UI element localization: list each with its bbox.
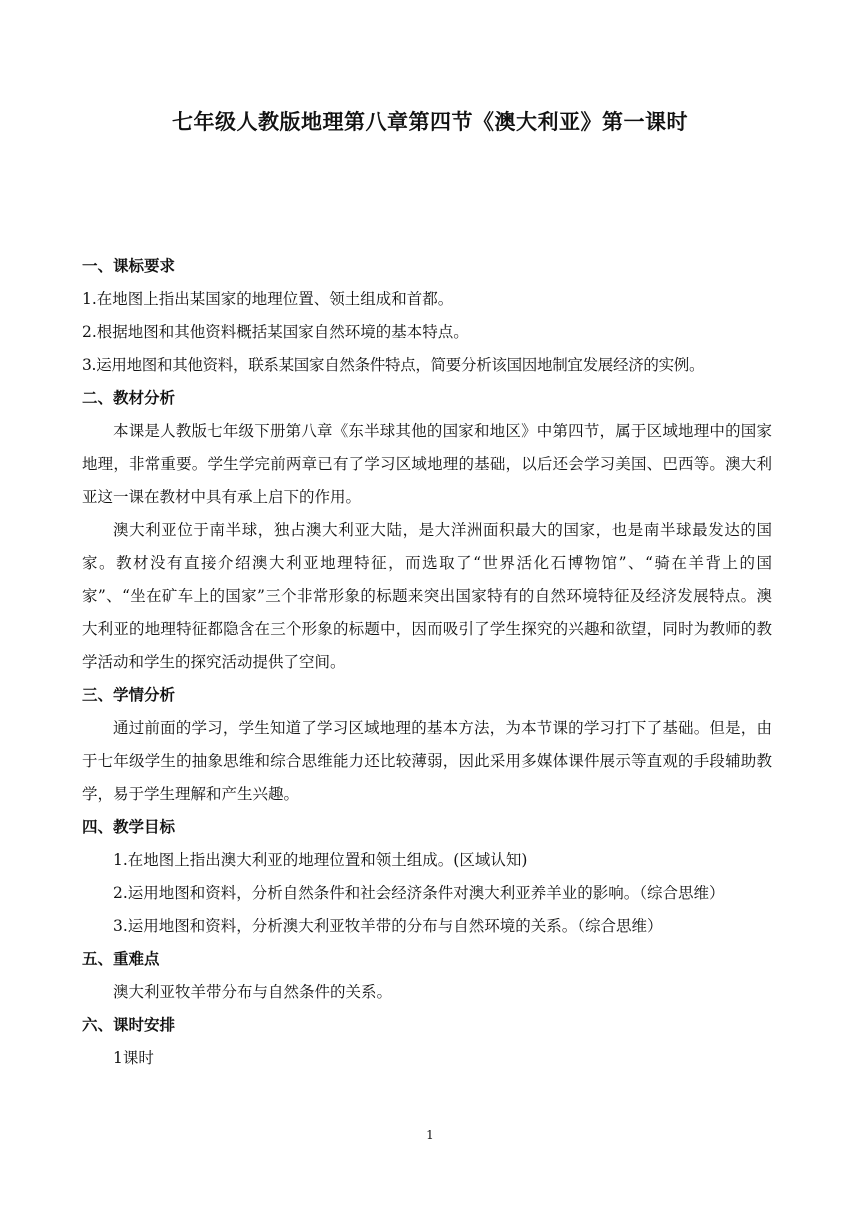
schedule-paragraph: 1课时 — [113, 1049, 154, 1067]
standards-item: 2.根据地图和其他资料概括某国家自然环境的基本特点。 — [82, 323, 469, 341]
section-heading-schedule: 六、课时安排 — [82, 1016, 176, 1034]
document-title: 七年级人教版地理第八章第四节《澳大利亚》第一课时 — [172, 110, 688, 134]
objective-item: 2.运用地图和资料，分析自然条件和社会经济条件对澳大利亚养羊业的影响。（综合思维） — [113, 884, 725, 902]
key-points-paragraph: 澳大利亚牧羊带分布与自然条件的关系。 — [113, 983, 393, 1001]
textbook-analysis-paragraph: 澳大利亚位于南半球，独占澳大利亚大陆，是大洋洲面积最大的国家，也是南半球最发达的国家。教材没有直接介绍澳大利亚地理特征，而选取了“世界活化石博物馆”、“骑在羊背上的国家”、“坐在矿车上的国家”三个非常形象的标题来突出国家特有的自然环境特征及经济发展特点。澳大利亚的地理特征都隐含在三个形象的标题中，因而吸引了学生探究的兴趣和欲望，同时为教师的教学活动和学生的探究活动提供了空间。 — [82, 521, 772, 671]
section-heading-student-analysis: 三、学情分析 — [82, 686, 176, 704]
objective-item: 3.运用地图和资料，分析澳大利亚牧羊带的分布与自然环境的关系。（综合思维） — [113, 917, 663, 935]
standards-item: 1.在地图上指出某国家的地理位置、领土组成和首都。 — [82, 290, 454, 308]
section-heading-objectives: 四、教学目标 — [82, 818, 176, 836]
section-heading-key-points: 五、重难点 — [82, 950, 160, 968]
section-heading-standards: 一、课标要求 — [82, 257, 176, 275]
textbook-analysis-paragraph: 本课是人教版七年级下册第八章《东半球其他的国家和地区》中第四节，属于区域地理中的国家地理，非常重要。学生学完前两章已有了学习区域地理的基础，以后还会学习美国、巴西等。澳大利亚这一课在教材中具有承上启下的作用。 — [82, 422, 772, 506]
section-heading-textbook-analysis: 二、教材分析 — [82, 389, 176, 407]
document-body — [82, 250, 772, 1075]
page-number: 1 — [426, 1128, 434, 1142]
objective-item: 1.在地图上指出澳大利亚的地理位置和领土组成。(区域认知) — [113, 851, 528, 869]
student-analysis-paragraph: 通过前面的学习，学生知道了学习区域地理的基本方法，为本节课的学习打下了基础。但是，由于七年级学生的抽象思维和综合思维能力还比较薄弱，因此采用多媒体课件展示等直观的手段辅助教学，易于学生理解和产生兴趣。 — [82, 719, 772, 803]
standards-item: 3.运用地图和其他资料，联系某国家自然条件特点，简要分析该国因地制宜发展经济的实例。 — [82, 356, 705, 374]
